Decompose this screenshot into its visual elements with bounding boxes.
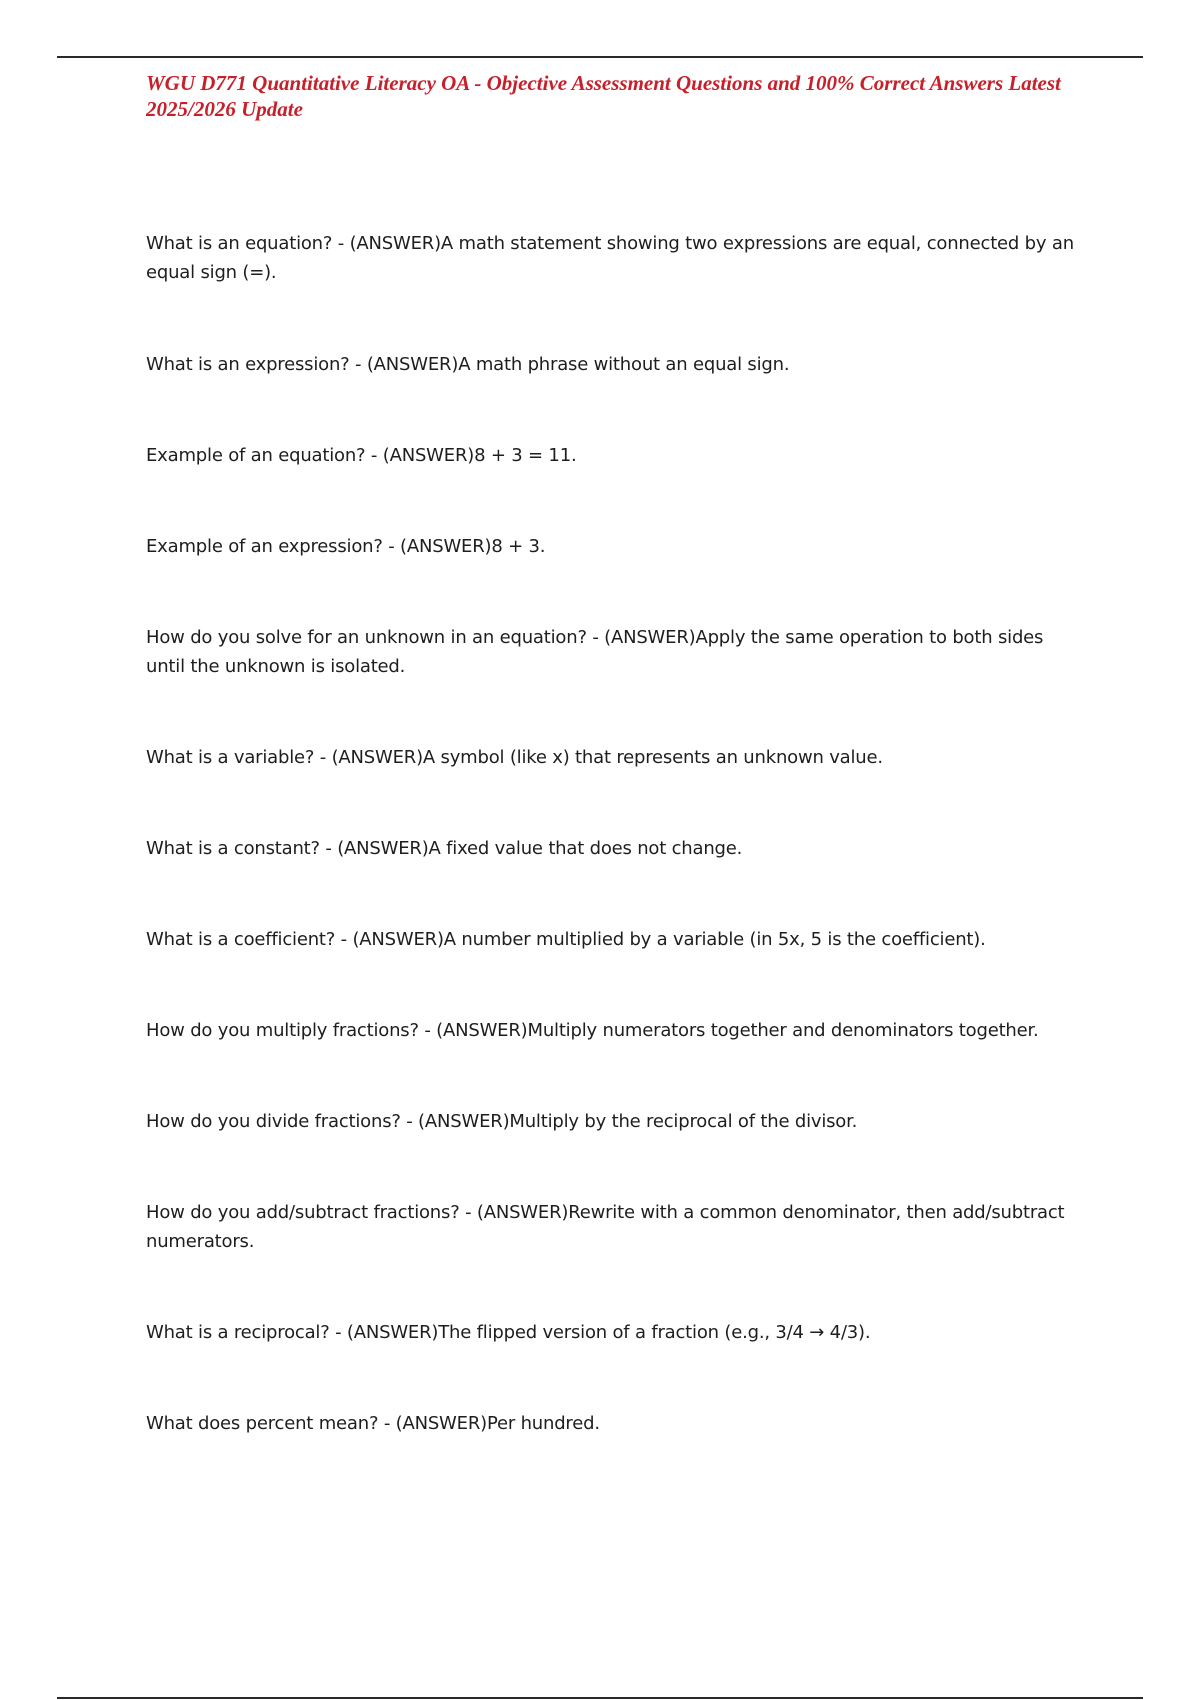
qa-item-add-subtract-fractions: How do you add/subtract fractions? - (ANSWER)Rewrite with a common denominator, then add/subtract numerators. <box>146 1202 1065 1252</box>
qa-item-divide-fractions: How do you divide fractions? - (ANSWER)Multiply by the reciprocal of the divisor. <box>146 1111 858 1132</box>
document-title: WGU D771 Quantitative Literacy OA - Objective Assessment Questions and 100% Correct Answers Latest 2025/2026 Update <box>146 71 1061 121</box>
qa-item-solve-unknown: How do you solve for an unknown in an equation? - (ANSWER)Apply the same operation to both sides until the unknown is isolated. <box>146 627 1044 677</box>
qa-item-expression: What is an expression? - (ANSWER)A math phrase without an equal sign. <box>146 354 790 375</box>
qa-item-constant: What is a constant? - (ANSWER)A fixed value that does not change. <box>146 838 743 859</box>
qa-item-equation-example: Example of an equation? - (ANSWER)8 + 3 = 11. <box>146 445 577 466</box>
header-rule <box>57 56 1143 58</box>
qa-item-coefficient: What is a coefficient? - (ANSWER)A number multiplied by a variable (in 5x, 5 is the coefficient). <box>146 929 986 950</box>
footer-rule <box>57 1697 1143 1699</box>
qa-item-multiply-fractions: How do you multiply fractions? - (ANSWER)Multiply numerators together and denominators together. <box>146 1020 1039 1041</box>
qa-item-variable: What is a variable? - (ANSWER)A symbol (like x) that represents an unknown value. <box>146 747 883 768</box>
qa-item-equation: What is an equation? - (ANSWER)A math statement showing two expressions are equal, connected by an equal sign (=). <box>146 233 1074 283</box>
qa-item-percent: What does percent mean? - (ANSWER)Per hundred. <box>146 1413 600 1434</box>
qa-item-reciprocal: What is a reciprocal? - (ANSWER)The flipped version of a fraction (e.g., 3/4 → 4/3). <box>146 1322 871 1343</box>
qa-item-expression-example: Example of an expression? - (ANSWER)8 + 3. <box>146 536 546 557</box>
